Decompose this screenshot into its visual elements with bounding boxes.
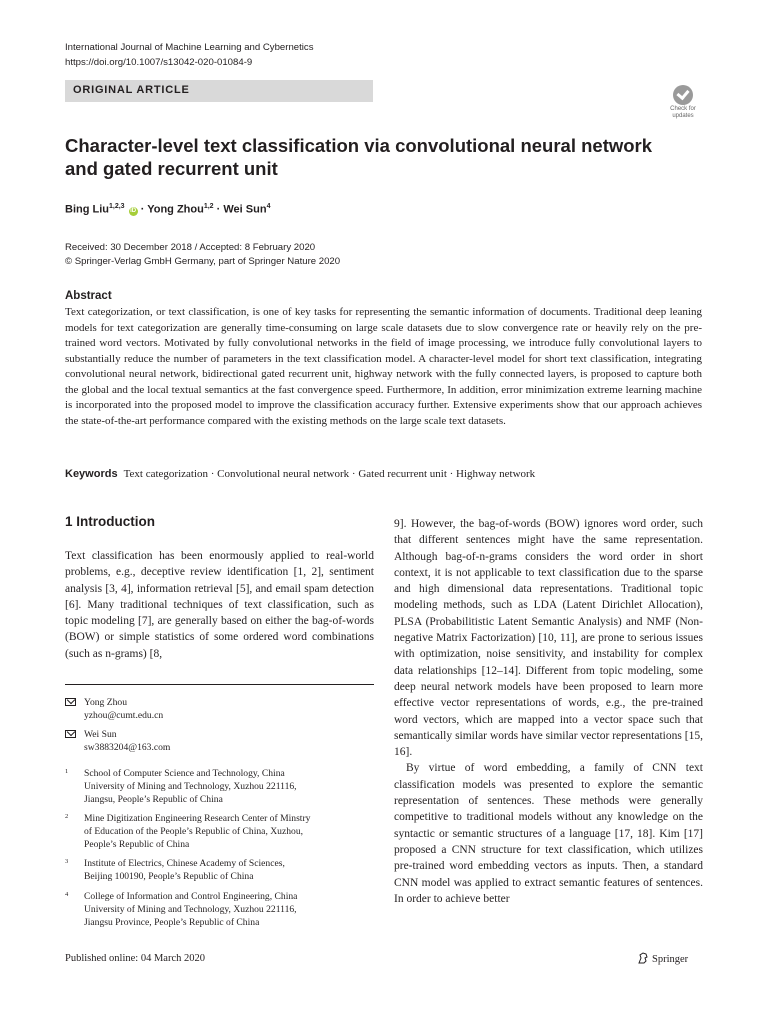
publisher-logo [637, 952, 688, 965]
contact-email[interactable]: yzhou@cumt.edu.cn [84, 710, 164, 721]
published-online-date: Published online: 04 March 2020 [65, 953, 205, 964]
publisher-name: Springer [652, 954, 689, 965]
affiliation-line: University of Mining and Technology, Xuzhou 221116, [84, 781, 297, 792]
article-type-band [65, 80, 373, 102]
affiliation-line: Mine Digitization Engineering Research Center of Minstry [84, 813, 311, 824]
intro-paragraph: 9]. However, the bag-of-words (BOW) ignores word order, such that different sentences might have the same representation. Although bag-of-n-grams considers the word order in short context, it is not applicable to text classification due to the sparse and high dimensional data representations. Traditional topic modeling methods, such as LDA (Latent Dirichlet Allocation), PLSA (Probabilitistic Latent Semantic Analysis) and NMF (Non-negative Matrix Factorization) [10, 11], are prone to serious issues with optimization, noise sensitivity, and instability for complex data relationships [12–14]. Different from topic modeling, some deep neural network models have been proposed to learn more effective vector representations of words, e.g., the pre-trained word vectors, which are mapped into a vector space such that semantically similar words have similar vector representations [15, 16]. [394, 518, 703, 759]
abstract-heading: Abstract [65, 290, 112, 302]
contact-name: Wei Sun [84, 729, 117, 740]
paper-title [65, 134, 685, 180]
affiliation-line: University of Mining and Technology, Xuzhou 221116, [84, 904, 297, 915]
title-line-1: Character-level text classification via convolutional neural network [65, 135, 653, 156]
affiliation-line: Institute of Electrics, Chinese Academy of Sciences, [84, 858, 285, 869]
intro-paragraph: By virtue of word embedding, a family of CNN text classification models was presented to explore the semantic representation of sentences. These methods were generally competitive to traditional models without any knowledge on the syntactic or semantic structures of a language [17, 18]. Kim [17] proposed a CNN structure for text classification, which utilizes pre-trained word embedding vectors as inputs. Then, a standard CNN model was applied to extract semantic features of sentences. In order to achieve better [394, 762, 703, 905]
affiliation-line: College of Information and Control Engineering, China [84, 891, 298, 902]
envelope-icon [65, 730, 76, 738]
keywords [65, 468, 705, 480]
check-for-updates-badge[interactable] [664, 85, 702, 125]
author-separator: · [137, 203, 148, 216]
affiliation-line: Beijing 100190, People’s Republic of China [84, 871, 254, 882]
affiliation-number: 3 [65, 858, 69, 865]
affiliation-number: 4 [65, 891, 69, 898]
intro-column-2 [394, 516, 703, 907]
contact-name: Yong Zhou [84, 697, 128, 708]
author-list [65, 203, 270, 216]
section-heading-introduction: 1 Introduction [65, 514, 155, 529]
author-name[interactable]: Yong Zhou [147, 203, 204, 216]
article-type-label: ORIGINAL ARTICLE [73, 84, 190, 96]
author-name[interactable]: Wei Sun [223, 203, 267, 216]
footnote-divider [65, 684, 374, 685]
contact-email[interactable]: sw3883204@163.com [84, 742, 171, 753]
intro-column-1: Text classification has been enormously applied to real-world problems, e.g., deceptive review identification [1, 2], sentiment analysis [3, 4], information retrieval [5], and email spam detection [6]. Many traditional techniques of text classification, such as topic modeling [7], are generally based on either the bag-of-words (BOW) or simple statistics of some ordered word combinations (such as n-grams) [8, [65, 550, 374, 660]
springer-horse-icon [637, 952, 649, 964]
author-affil-sup: 4 [266, 203, 271, 210]
doi-link[interactable]: https://doi.org/10.1007/s13042-020-01084-9 [65, 57, 253, 68]
publication-dates [65, 241, 340, 269]
orcid-icon[interactable]: iD [130, 207, 137, 214]
journal-header [65, 40, 314, 70]
journal-name: International Journal of Machine Learning and Cybernetics [65, 42, 314, 53]
author-affil-sup: 1,2 [203, 203, 214, 210]
check-updates-icon [673, 85, 693, 105]
affiliation-line: of Education of the People’s Republic of China, Xuzhou, [84, 826, 304, 837]
affiliation-line: Jiangsu Province, People’s Republic of China [84, 917, 260, 928]
copyright-notice: © Springer-Verlag GmbH Germany, part of Springer Nature 2020 [65, 256, 341, 267]
title-line-2: and gated recurrent unit [65, 158, 278, 179]
check-badge-line1: Check for [670, 106, 696, 112]
affiliation-number: 1 [65, 768, 69, 775]
check-badge-line2: updates [672, 112, 694, 119]
author-affil-sup: 1,2,3 [109, 203, 125, 210]
abstract-text: Text categorization, or text classification, is one of key tasks for representing the semantic information of documents. Traditional deep leaning models for text categorization are generally time-consuming on large scale datasets due to slow convergence rate or heavily rely on the pre-trained word vectors. Motivated by fully convolutional networks in the field of image processing, we introduce fully convolutional layers to substantially reduce the number of parameters in the text classification model. A character-level model for short text classification, integrating convolutional neural network, bidirectional gated recurrent unit, highway network with the fully connected layers, is proposed to capture both the global and the local textual semantics at the fast convergence speed. Furthermore, In addition, error minimization extreme learning machine is incorporated into the proposed model to improve the classification accuracy further. Extensive experiments show that our approach achieves the state-of-the-art performance compared with the existing methods on the large scale text datasets. [65, 306, 702, 427]
keywords-label: Keywords [65, 468, 118, 480]
author-separator: · [213, 203, 224, 216]
affiliation-line: Jiangsu, People’s Republic of China [84, 794, 223, 805]
author-name[interactable]: Bing Liu [65, 203, 109, 216]
keywords-text: Text categorization · Convolutional neural network · Gated recurrent unit · Highway network [123, 468, 536, 480]
affiliation-line: People’s Republic of China [84, 839, 190, 850]
affiliation-number: 2 [65, 813, 69, 820]
envelope-icon [65, 698, 76, 706]
received-accepted-dates: Received: 30 December 2018 / Accepted: 8 February 2020 [65, 242, 316, 253]
affiliation-line: School of Computer Science and Technology, China [84, 768, 285, 779]
